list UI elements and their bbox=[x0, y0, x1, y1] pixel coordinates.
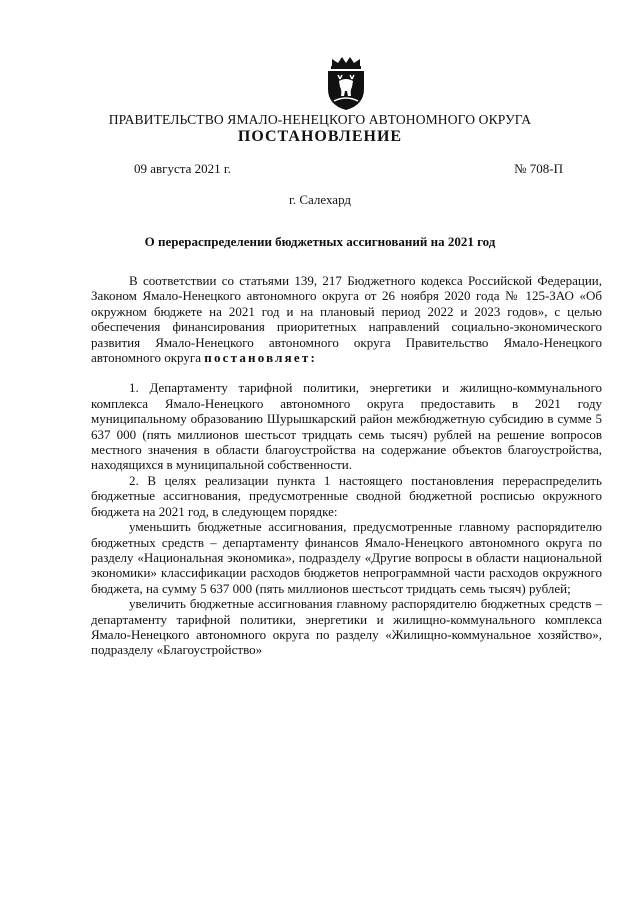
item-2-increase-paragraph: увеличить бюджетные ассигнования главному распорядителю бюджетных средств – департаменту тарифной политики, энергетики и жилищно-коммунального комплекса Ямало-Ненецкого автономного округа по разделу «Жилищно-коммунальное хозяйство», подразделу «Благоустройство» bbox=[91, 596, 602, 658]
document-number: № 708-П bbox=[514, 161, 563, 176]
item-2-paragraph: 2. В целях реализации пункта 1 настоящего постановления перераспределить бюджетные ассигнования, предусмотренные сводной бюджетной росписью окружного бюджета на 2021 год, в следующем порядке: bbox=[91, 472, 602, 519]
resolves-word: постановляет: bbox=[204, 350, 317, 366]
preamble-paragraph bbox=[91, 273, 602, 365]
item-2-reduce-paragraph: уменьшить бюджетные ассигнования, предусмотренные главному распорядителю бюджетных средств – департаменту финансов Ямало-Ненецкого автономного округа по разделу «Национальная экономика», подразделу «Другие вопросы в области национальной экономики» классификации расходов бюджетов непрограммной части расходов окружного бюджета, на сумму 5 637 000 (пять миллионов шестьсот тридцать семь тысяч) рублей; bbox=[91, 519, 602, 596]
government-name: ПРАВИТЕЛЬСТВО ЯМАЛО-НЕНЕЦКОГО АВТОНОМНОГО ОКРУГА bbox=[108, 112, 532, 127]
preamble-text: В соответствии со статьями 139, 217 Бюджетного кодекса Российской Федерации, Законом Ямало-Ненецкого автономного округа от 26 ноября 2020 года № 125-ЗАО «Об окружном бюджете на 2021 год и на плановый период 2022 и 2023 годов», с целью обеспечения финансирования приоритетных направлений социально-экономического развития Ямало-Ненецкого автономного округа Правительство Ямало-Ненецкого автономного округа bbox=[91, 273, 602, 366]
document-place: г. Салехард bbox=[288, 192, 352, 207]
item-1-paragraph: 1. Департаменту тарифной политики, энергетики и жилищно-коммунального комплекса Ямало-Ненецкого автономного округа предоставить в 2021 году муниципальному образованию Шурышкарский район межбюджетную субсидию в сумме 5 637 000 (пять миллионов шестьсот тридцать семь тысяч) рублей на решение вопросов местного значения в области благоустройства на содержание объектов благоустройства, находящихся в муниципальной собственности. bbox=[91, 380, 602, 473]
document-body bbox=[91, 273, 602, 658]
document-date: 09 августа 2021 г. bbox=[134, 161, 231, 176]
document-subject: О перераспределении бюджетных ассигнований на 2021 год bbox=[144, 234, 496, 249]
document-type: ПОСТАНОВЛЕНИЕ bbox=[237, 128, 403, 145]
coat-of-arms-icon bbox=[324, 55, 368, 111]
